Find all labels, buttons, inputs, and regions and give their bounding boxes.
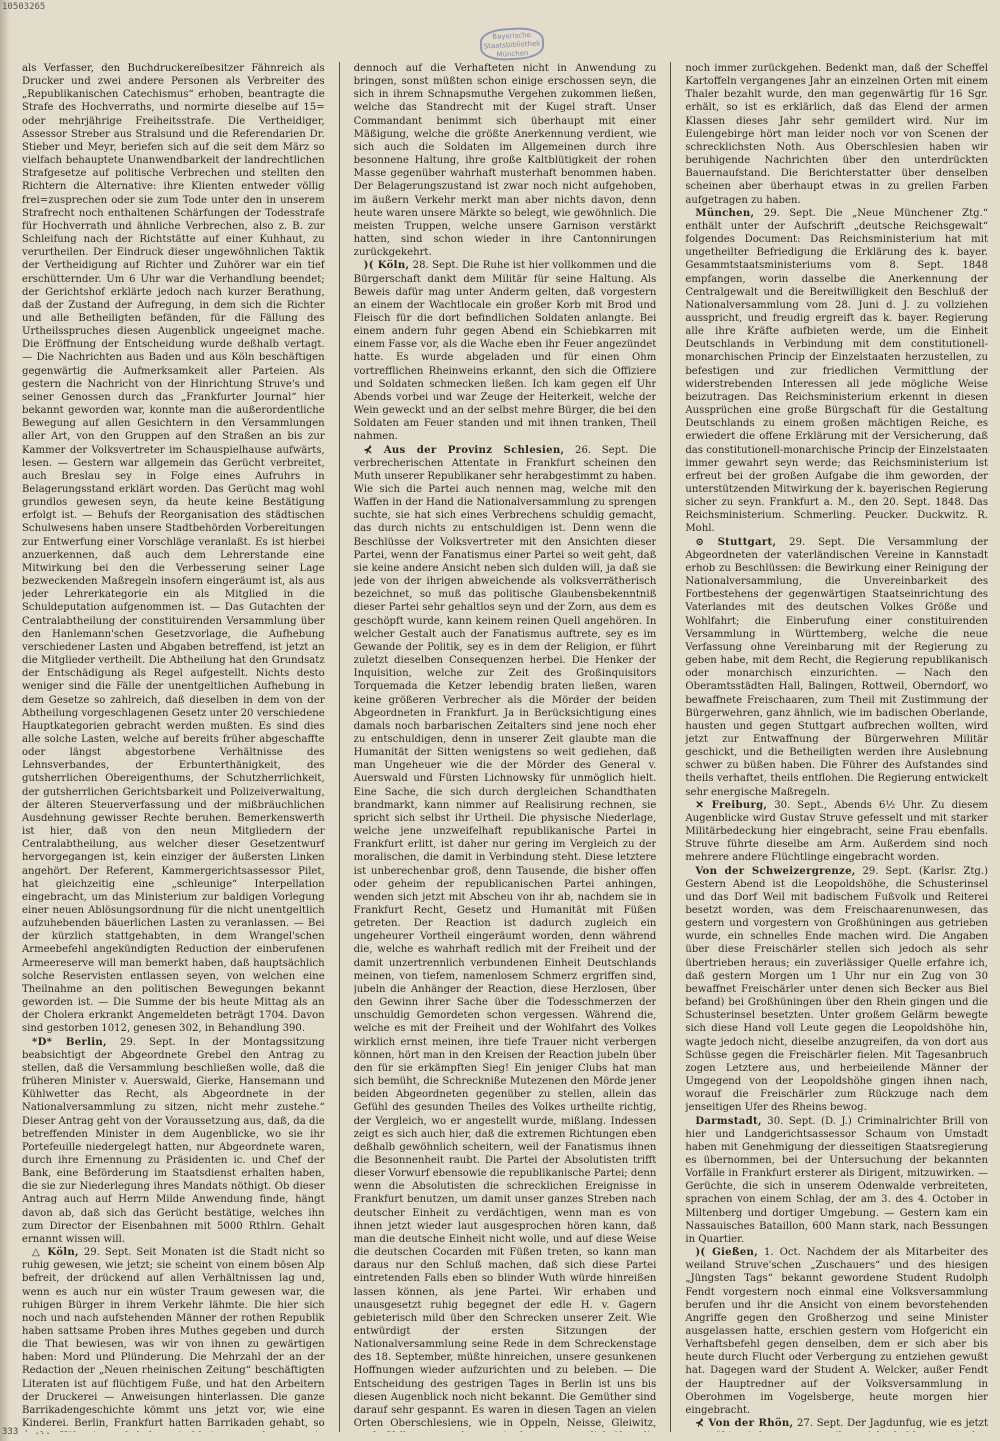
dateline: Von der Schweizergrenze, [695, 865, 856, 877]
paragraph-text: 29. Sept. (Karlsr. Ztg.) Gestern Abend ist die Leopoldshöhe, die Schusterinsel und das Dorf Weil mit badischem Fußvolk und Reiterei besetzt worden, was dem Freischaarenunwesen, das gestern und vorgestern von Großhüningen aus getrieben wurde, ein schnelles Ende machen wird. Die Angaben über diese Freischärler stellen sich jedoch als sehr übertrieben heraus; ein zuverlässiger Quelle erfahre ich, daß gestern Morgen um 1 Uhr nur ein Zug von 30 bewaffnet Freischärler unter denen sich Becker aus Biel befand) bei Großhüningen über den Rhein gingen und die Schusterinsel besetzten. Unter großem Gelärm bewegte sich diese Hand voll Leute gegen die Leopoldshöhe hin, wagte jedoch nicht, dieselbe anzugreifen, da von dort aus Schüsse gegen die Freischärler fielen. Mit Tagesanbruch zogen Letztere aus, und herbeieilende Männer der Umgegend von der Leopoldshöhe gingen ihnen nach, worauf die Freischärler zum Rückzuge nach dem jenseitigen Ufer des Rheins bewog. [685, 865, 989, 1114]
page-edge-shadow [0, 0, 10, 1441]
paragraph-text: 30. Sept., Abends 6½ Uhr. Zu diesem Augenblicke wird Gustav Struve gefesselt und mit starker Militärbedeckung hier eingebracht, seine Frau ebenfalls. Struve führte dieselbe am Arm. Außerdem sind noch mehrere andere Flüchtlinge eingebracht worden. [685, 799, 989, 864]
stamp-line: Bayerische [492, 31, 532, 42]
dateline: Darmstadt, [695, 1115, 762, 1127]
article-paragraph [685, 799, 988, 865]
paragraph-text: 27. Sept. Der Jagdunfug, wie es jetzt [797, 1418, 989, 1430]
paragraph-text: 26. Sept. Die verbrecherischen Attentate in Frankfurt scheinen den Muth unserer Republikaner sehr herabgestimmt zu haben. Wie sich die Partei auch nennen mag, welche mit den Waffen in der Hand die Nationalversammlung zu sprengen suchte, sie hat sich eines Verbrechens schuldig gemacht, das durch nichts zu entschuldigen ist. Denn wenn die Beschlüsse der Volksvertreter mit den Ansichten dieser Partei, wenn der Fanatismus einer Partei so weit geht, daß sie keine andere Ansicht neben sich dulden will, ja daß sie jede von der ihrigen abweichende als volksverrätherisch bezeichnet, so muß das politische Glaubensbekenntniß dieser Partei sehr gehaltlos seyn und der Zorn, aus dem es geschöpft wurde, kann keinem reinen Quell angehören. In welcher Gestalt auch der Fanatismus auftrete, sey es im Gewande der Politik, sey es in dem der Religion, er führt zuletzt dieselben Consequenzen herbei. Die Henker der Inquisition, welche zur Zeit des Großinquisitors Torquemada die Ketzer lebendig braten ließen, waren keine größeren Verbrecher als die Mörder der beiden Abgeordneten in Frankfurt. Ja in Berücksichtigung eines damals noch barbarischen Zeitalters sind jene noch eher zu entschuldigen, denn in unserer Zeit glaubte man die Humanität der Sitten wenigstens so weit gediehen, daß man Ungeheuer wie die der Mörder des General v. Auerswald und Fürsten Lichnowsky für unmöglich hielt. Eine Sache, die sich durch dergleichen Schandthaten brandmarkt, kann nimmer auf Realisirung rechnen, sie spricht sich selbst ihr Urtheil. Die physische Niederlage, welche jene unzweifelhaft republikanische Partei in Frankfurt erlitt, ist daher nur gering im Vergleich zu der moralischen, die damit in Verbindung steht. Diese letztere ist unberechenbar groß, denn Tausende, die bisher offen oder geheim der republicanischen Partei anhingen, wenden sich jetzt mit Abscheu von ihr ab, nachdem sie in Frankfurt Recht, Gesetz und Humanität mit Füßen getreten. Der Reaction ist dadurch zugleich ein ungeheurer Vortheil eingeräumt worden, denn während die, welche es wahrhaft redlich mit der Freiheit und der damit unzertrennlich verbundenen Einheit Deutschlands meinen, von tiefem, namenlosem Schmerz ergriffen sind, jubeln die Anhänger der Reaction, diese Herzlosen, über den Gewinn ihrer Sache über die Todesschmerzen der unschuldig Gemordeten schon vergessen. Während die, welche es mit der Freiheit und der Wohlfahrt des Volkes wirklich ernst meinen, ihre tiefe Trauer nicht verbergen können, hört man in den Kreisen der Reaction jubeln über den für sie erkämpften Sieg! Ein jeniger Clubs hat man sich bemüht, die Schreckniße Mutezenen den Mörde jener beiden Abgeordneten gegenüber zu stellen, allein das Gefühl des gesunden Theiles des Volkes urtheilte richtig, der Vergleich, wo er angestellt wurde, mißlang. Indessen zeigt es sich auch hier, daß die extremen Richtungen eben deßhalb gewöhnlich scheitern, weil der Fanatismus ihnen die Besonnenheit raubt. Die Partei der Absolutisten trifft dieser Vorwurf ebensowie die republikanische Partei; denn wenn die Absolutisten die schrecklichen Ereignisse in Frankfurt benutzen, um damit unser ganzes Streben nach deutscher Einheit zu verdächtigen, wenn man es von ihnen jetzt wieder laut ausgesprochen hören kann, daß man die deutsche Einheit nicht wolle, und auf diese Weise die deutschen Cocarden mit Füßen treten, so kann man daraus nur den Schluß machen, daß sich diese Partei eintretenden Falls eben so blinder Wuth würde hinreißen lassen können, als jene Partei. Wir erhaben und unausgesetzt ruhig begegnet der edle H. v. Gagern gebieterisch mild über den Schrecken unserer Zeit. Wie entwürdigt der ersten Sitzungen der Nationalversammlung seine Rede in dem Schreckenstage des 18. September, müßte hinreichen, unsere gesunkenen Hoffnungen wieder aufzurichten und zu beleben. — Die Entscheidung des gestrigen Tages in Berlin ist uns bis diesen Augenblick noch nicht bekannt. Die Gemüther sind darauf sehr gespannt. Es waren in diesen Tagen an vielen Orten Oberschlesiens, wie in Oppeln, Neisse, Gleiwitz, [353, 444, 657, 1430]
article-paragraph [685, 62, 988, 207]
stamp-line: München [496, 49, 529, 59]
article-paragraph [354, 444, 657, 1432]
shelfmark: 10503265 [2, 2, 46, 12]
dateline: ⊙ Stuttgart, [695, 536, 777, 548]
article-paragraph [354, 62, 657, 259]
paragraph-text: 29. Sept. In der Montagssitzung beabsichtigt der Abgeordnete Grebel den Antrag zu stellen, daß die Versammlung beschließen wolle, daß die früheren Minister v. Auerswald, Gierke, Hansemann und Kühlwetter das Recht, als Abgeordnete in der Nationalversammlung zu sitzen, nicht mehr zustehe.“ Dieser Antrag geht von der Voraussetzung aus, daß, da die betreffenden Minister in dem Augenblicke, wo sie ihr Portefeuille niedergelegt hatten, nur Abgeordnete waren, durch ihre Ernennung zu Präsidenten ic. und Chef der Bank, eine Beförderung im Staatsdienst erhalten haben, die sie zur Niederlegung ihres Mandats nöthigt. Ob dieser Antrag auch auf Herrn Milde Anwendung finde, hängt davon ab, daß sich das Gerücht bestätige, welches ihn zum Director der Eisenbahnen mit 5000 Rthlrn. Gehalt ernannt wissen will. [22, 1036, 325, 1245]
column-3 [685, 62, 988, 1432]
article-paragraph [22, 1036, 325, 1247]
dateline: ⊀ Aus der Provinz Schlesien, [363, 444, 565, 456]
column-2 [354, 62, 657, 1432]
article-paragraph [685, 1115, 988, 1247]
article-paragraph [685, 1246, 988, 1417]
dateline: ⊀ Von der Rhön, [695, 1418, 794, 1430]
paragraph-text: dennoch auf die Verhafteten nicht in Anwendung zu bringen, sonst müßten schon einige erschossen seyn, die sich in ihrem Schnapsmuthe Vergehen zukommen ließen, welche das Standrecht mit der Kugel straft. Unser Commandant benimmt sich überhaupt mit einer Mäßigung, welche die größte Anerkennung verdient, wie sich auch die Soldaten im Allgemeinen durch ihre besonnene Haltung, ihre große Kaltblütigkeit der rohen Masse gegenüber wahrhaft musterhaft benommen haben. Der Belagerungszustand ist zwar noch nicht aufgehoben, im äußern Verkehr merkt man aber nichts davon, denn heute waren unsere Märkte so belegt, wie gewöhnlich. Die meisten Truppen, welche unsere Garnison verstärkt hatten, sind schon wieder in ihre Cantonnirungen zurückgekehrt. [353, 63, 657, 259]
article-paragraph [685, 1417, 988, 1432]
corner-mark: 333 · ... [2, 1427, 51, 1437]
column-1 [22, 62, 325, 1432]
paragraph-text: 29. Sept. Die Versammlung der Abgeordneten der vaterländischen Vereine in Kannstadt erhob zu Beschlüssen: die Bewirkung einer Reinigung der Nationalversammlung, die Unvereinbarkeit des Fortbestehens der gegenwärtigen Staatseinrichtung des Vaterlandes mit des deutschen Volkes Größe und Wohlfahrt; die Einberufung einer constituirenden Versammlung in Württemberg, welche die neue Verfassung ohne Vereinbarung mit der Regierung zu geben habe, mit dem Recht, die Regierung republikanisch oder monarchisch einzurichten. — Nach den Oberamtsstädten Hall, Balingen, Rottweil, Oberndorf, wo bewaffnete Freischaaren, zum Theil mit Zustimmung der Bürgerwehren, ganz ähnlich, wie im badischen Oberlande, hausten und gegen Stuttgart aufbrechen wollten, wird jetzt zur Entwaffnung der Bürgerwehren Militär geschickt, und die Betheiligten werden ihre Auslebnung schwer zu büßen haben. Die Führer des Aufstandes sind theils verhaftet, theils entflohen. Die Regierung entwickelt sehr energische Maßregeln. [685, 536, 989, 798]
article-paragraph [22, 62, 325, 1036]
paragraph-text: 29. Sept. Die „Neue Münchener Ztg.“ enthält unter der Aufschrift „deutsche Reichsgewalt“ folgendes Document: Das Reichsministerium hat mit ungetheilter Befriedigung die Erklärung des k. bayer. Gesammtstaatsministeriums vom 8. Sept. 1848 empfangen, worin dasselbe die Anerkennung der Centralgewalt und die Bereitwilligkeit den Beschluß der Nationalversammlung vom 28. Juni d. J. zu vollziehen ausspricht, und freudig ergreift das k. bayer. Regierung alle ihre Kräfte aufbieten werde, um die Einheit Deutschlands in Verbindung mit dem constitutionell-monarchischen Princip der Einzelstaaten herzustellen, zu befestigen und zur friedlichen Vermittlung der widerstrebenden Interessen all jede mögliche Weise beizutragen. Das Reichsministerium erkennt in diesen Aussprüchen eine große Bürgschaft für die Gestaltung Deutschlands zu einem großen mächtigen Reiche, es erwiedert die offene Erklärung mit der Versicherung, daß das constitutionell-monarchische Princip der Einzelstaaten immer gewahrt seyn werde; das Reichsministerium ist erfreut bei der großen Aufgabe die ihm geworden, der unterstützenden Mitwirkung der k. bayerischen Regierung sicher zu seyn. Frankfurt a. M., den 20. Sept. 1848. Das Reichsministerium. Schmerling. Peucker. Duckwitz. R. Mohl. [685, 207, 989, 535]
article-paragraph [354, 259, 657, 443]
paragraph-text: 29. Sept. Seit Monaten ist die Stadt nicht so ruhig gewesen, wie jetzt; sie scheint von einem bösen Alp befreit, der drückend auf allen Verhältnissen lag und, wenn es auch nur ein wüster Traum gewesen war, die ruhigen Bürger in ihrem Verkehr lähmte. Die hier sich noch und nach aufstehenden Männer der rothen Republik haben sattsame Proben ihres Muthes gegeben und durch die That bewiesen, was wir von ihnen zu gewärtigen haben: Mord und Plünderung. Die Mehrzahl der an der Redaction der „Neuen rheinischen Zeitung“ beschäftigten Literaten ist auf flüchtigem Fuße, und hat den Arbeitern der Druckerei — Anweisungen hinterlassen. Die ganze Barrikadengeschichte kömmt uns jetzt vor, wie eine Kinderei. Berlin, Frankfurt hatten Barrikaden gehabt, so [22, 1247, 325, 1430]
article-paragraph [685, 207, 988, 536]
article-paragraph [685, 865, 988, 1115]
dateline: )( Gießen, [695, 1247, 759, 1259]
column-rule [670, 62, 671, 1432]
dateline: ✕ Freiburg, [695, 799, 768, 811]
dateline: *D* Berlin, [32, 1036, 107, 1048]
library-stamp [479, 26, 545, 61]
paragraph-text: 28. Sept. Die Ruhe ist hier vollkommen und die Bürgerschaft dankt dem Militär für seine Haltung. Als Beweis dafür mag unter Anderm gelten, daß vorgestern an einem der Wachtlocale ein großer Korb mit Brod und Fleisch für die dort befindlichen Soldaten anlangte. Bei einem andern fuhr gegen Abend ein Schiebkarren mit einem Fasse vor, als die Wache eben ihr Feuer angezündet hatte. Es wurde abgeladen und für einen Ohm vortrefflichen Rheinweins erkannt, den sich die Offiziere und Soldaten schmecken ließen. Ich kam gegen elf Uhr Abends vorbei und war Zeuge der Heiterkeit, welche der Wein geweckt und an der selbst mehre Bürger, die bei den Soldaten am Feuer standen und mit ihnen tranken, Theil nahmen. [353, 260, 657, 443]
text-columns [22, 62, 988, 1432]
dateline: München, [695, 207, 755, 219]
dateline: △ Köln, [32, 1247, 79, 1259]
paragraph-text: 30. Sept. (D. J.) Criminalrichter Brill von hier und Landgerichtsassessor Schaum von Umstadt haben mit Genehmigung der diesseitigen Staatsregierung es übernommen, bei der Untersuchung der bekannten Vorfälle in Frankfurt ersterer als Dirigent, mitzuwirken. — Gerüchte, die sich in unserem Odenwalde verbreiteten, sprachen von einem Schlag, der am 3. des 4. October in Miltenberg und dortiger Umgebung. — Gestern kam ein Nassauisches Bataillon, 600 Mann stark, nach Bessungen in Quartier. [685, 1115, 989, 1245]
paragraph-text: noch immer zurückgehen. Bedenkt man, daß der Scheffel Kartoffeln vergangenes Jahr an einzelnen Orten mit einem Thaler bezahlt wurde, den man gegenwärtig für 16 Sgr. erhält, so ist es erklärlich, daß das Elend der armen Klassen dieses Jahr sehr gemildert wird. Nur im Eulengebirge hört man leider noch vor von Scenen der schrecklichsten Noth. Aus Oberschlesien haben wir beruhigende Nachrichten über den unterdrückten Bauernaufstand. Die Berichterstatter über denselben scheinen aber überhaupt etwas in zu grellen Farben aufgetragen zu haben. [685, 63, 989, 206]
stamp-line: Staatsbibliothek [483, 39, 541, 51]
dateline: )( Köln, [363, 260, 410, 272]
paragraph-text: 1. Oct. Nachdem der als Mitarbeiter des weiland Struve'schen „Zuschauers“ und des hiesigen „Jüngsten Tags“ bekannt gewordene Student Rudolph Fendt vorgestern noch einmal eine Volksversammlung berufen und ihr die Ansicht von einem bevorstehenden Angriffe gegen den Großherzog und seine Minister ausgelassen hatte, erschien gestern vom Hofgericht ein Verhaftsbefehl gegen denselben, dem er sich aber bis heute durch Flucht oder Verbergung zu entziehen gewußt hat. Dagegen ward der Student A. Welcker, außer Fendt der Hauptredner auf der Volksversammlung in Oberohmen im Vogelsberge, heute morgen hier eingebracht. [685, 1247, 989, 1416]
paragraph-text: als Verfasser, den Buchdruckereibesitzer Fähnreich als Drucker und zwei andere Personen als Verbreiter des „Republikanischen Catechismus“ erhoben, beantragte die Strafe des Hochverraths, und normirte dieselbe auf 15= oder mehrjährige Freiheitsstrafe. Die Vertheidiger, Assessor Streber aus Stralsund und die Referendarien Dr. Stieber und Meyr, beriefen sich auf die seit dem März so vielfach behauptete Unanwendbarkeit der landrechtlichen Strafgesetze auf politische Verbrechen und stellten den Richtern die Alternative: ihre Klienten entweder völlig frei=zusprechen oder sie zum Tode unter den in unserem Strafrecht noch enthaltenen Schärfungen der Todesstrafe für Hochverrath und ähnliche Verbrechen, also z. B. zur Schleifung nach der Richtstätte auf einer Kuhhaut, zu verurtheilen. Der Eindruck dieser ungewöhnlichen Taktik der Vertheidigung auf Richter und Zuhörer war ein tief erschütternder. Um 6 Uhr war die Verhandlung beendet; der Gerichtshof erklärte jedoch nach kurzer Berathung, daß der Zustand der Aufregung, in dem sich die Richter und alle Betheiligten befänden, für die Fällung des Urtheilsspruches diesen Augenblick ungeeignet mache. Die Eröffnung der Entscheidung wurde deßhalb vertagt. — Die Nachrichten aus Baden und aus Köln beschäftigen gegenwärtig die Aufmerksamkeit aller Parteien. Als gestern die Nachricht von der Hinrichtung Struve's und seiner Genossen durch das „Frankfurter Journal“ hier bekannt geworden war, konnte man die außerordentliche Bewegung auf allen Gesichtern in den Versammlungen aller Art, von den Gruppen auf den Straßen an bis zur Kammer der Volksvertreter im Schauspielhause aufwärts, lesen. — Gestern war allgemein das Gerücht verbreitet, auch Breslau sey in Folge eines Aufruhrs in Belagerungsstand erklärt worden. Das Gerücht mag wohl grundlos gewesen seyn, da heute keine Bestätigung erfolgt ist. — Behufs der Reorganisation des städtischen Schulwesens haben unsere Stadtbehörden Vorbereitungen zur Entwerfung einer Vorschläge veranlaßt. Es ist hierbei anzuerkennen, daß auch dem Lehrerstande eine Mitwirkung bei den die Verbesserung seiner Lage bezweckenden Maßregeln insofern eingeräumt ist, als aus jeder Lehrerkategorie ein als Mitglied in die Schuldeputation aufgenommen ist. — Das Gutachten der Centralabtheilung der constituirenden Versammlung über den Hanlemann'schen Gesetzvorlage, die Aufhebung verschiedener Lasten und Abgaben betreffend, ist jetzt an die Mitglieder vertheilt. Die Abtheilung hat den Grundsatz der Entschädigung als Regel aufgestellt. Nichts desto weniger sind die Fälle der unentgeltlichen Aufhebung in dem Gesetze so zahlreich, daß dieselben in dem von der Abtheilung vorgeschlagenen Gesetz unter 20 verschiedene Hauptkategorien gebracht werden mußten. Es sind dies alle solche Lasten, welche auf bereits früher abgeschaffte oder längst abgestorbene Verhältnisse des Lehnsverbandes, der Erbunterthänigkeit, des gutsherrlichen Obereigenthums, der Schutzherrlichkeit, der gutsherrlichen Gerichtsbarkeit und Polizeiverwaltung, der älteren Steuerverfassung und der mißbräuchlichen Ausdehnung gewisser Rechte beruhen. Bemerkenswerth ist hier, daß von den neun Mitgliedern der Centralabtheilung, aus welcher dieser Gesetzentwurf hervorgegangen ist, kein einziger der äußersten Linken angehört. Der Referent, Kammergerichtsassessor Pilet, hat gleichzeitig eine „schleunige“ Interpellation eingebracht, um das Ministerium zur baldigen Vorlegung einer neuen Ablösungsordnung für die nicht unentgeltlich aufzuhebenden bäuerlichen Lasten zu veranlassen. — Bei der kürzlich stattgehabten, in dem Wrangel'schen Armeebefehl angekündigten Reduction der einberufenen Armeereserve will man bemerkt haben, daß hauptsächlich solche Reservisten entlassen seyen, von welchen eine Theilnahme an den politischen Bewegungen bekannt geworden ist. — Die Summe der bis heute Mittag als an der Cholera erkrankt Angemeldeten beträgt 1704. Davon sind gestorben 1012, genesen 302, in Behandlung 390. [22, 63, 325, 1035]
article-paragraph [22, 1246, 325, 1432]
article-paragraph [685, 536, 988, 799]
column-rule [339, 62, 340, 1432]
